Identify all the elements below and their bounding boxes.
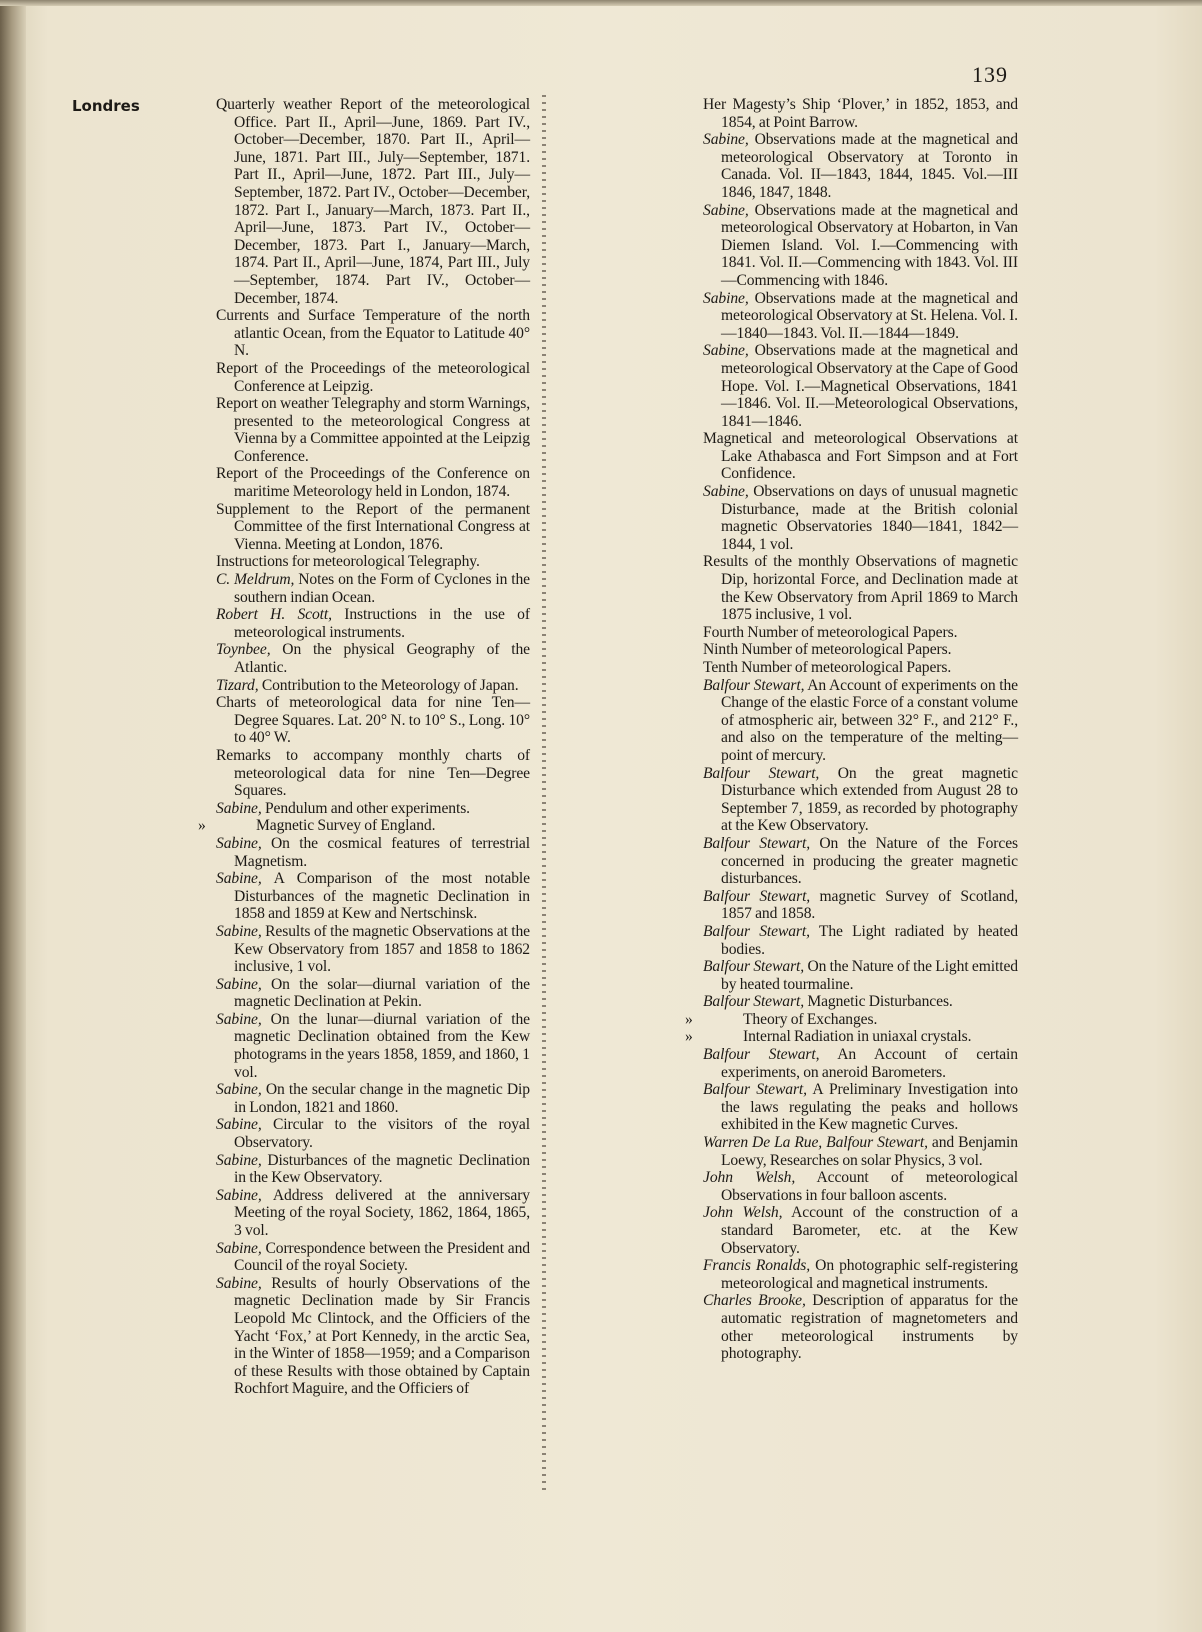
bibliography-entry — [216, 571, 530, 606]
entry-author: Francis Ronalds, — [703, 1257, 811, 1275]
entry-title: On the solar—diurnal variation of the magnetic Declination at Pekin. — [234, 975, 530, 1011]
ditto-mark: » — [685, 1010, 693, 1028]
bibliography-entry — [703, 1134, 1018, 1169]
entry-author: Warren De La Rue, Balfour Stewart, — [703, 1134, 928, 1152]
entry-author: Sabine, — [216, 1239, 262, 1257]
entry-title: Results of the monthly Observations of magnetic Dip, horizontal Force, and Declination made at the Kew Observatory from April 1869 to March 1875 inclusive, 1 vol. — [703, 553, 1018, 624]
entry-author: John Welsh, — [703, 1204, 783, 1222]
page-top-edge — [0, 0, 1202, 6]
entry-author: Sabine, — [216, 975, 262, 993]
bibliography-entry — [703, 1046, 1018, 1081]
entry-title: Pendulum and other experiments. — [264, 799, 470, 817]
entry-title: magnetic Survey of Scotland, 1857 and 1858. — [721, 887, 1018, 923]
entry-title: Results of hourly Observations of the magnetic Declination made by Sir Francis Leopold Mc Clintock, and the Officiers of the Yacht ‘Fox,’ at Port Kennedy, in the arctic Sea, in the Winter of 1858—1959; and a Comparison of these Results with those obtained by Captain Rochfort Maguire, and the Officiers of — [234, 1274, 530, 1398]
entry-title: Observations made at the magnetical and meteorological Observatory at the Cape of Good Hope. Vol. I.—Magnetical Observations, 1841—1846. Vol. II.—Meteorological Observations, 1841—1846. — [721, 342, 1018, 430]
bibliography-entry — [216, 677, 530, 695]
entry-author: Balfour Stewart, — [703, 993, 804, 1011]
bibliography-entry — [703, 765, 1018, 835]
bibliography-entry — [216, 307, 530, 360]
bibliography-entry — [703, 659, 1018, 677]
bibliography-entry — [216, 1152, 530, 1187]
entry-author: Sabine, — [216, 870, 262, 888]
entry-author: Sabine, — [216, 1010, 262, 1028]
bibliography-entry — [216, 976, 530, 1011]
entry-title: Contribution to the Meteorology of Japan. — [261, 676, 519, 694]
bibliography-entry — [703, 888, 1018, 923]
column-divider — [542, 92, 546, 1492]
entry-title: Notes on the Form of Cyclones in the southern indian Ocean. — [234, 571, 530, 606]
bibliography-entry — [216, 923, 530, 976]
entry-title: On photographic self-registering meteorological and magnetical instruments. — [721, 1257, 1018, 1292]
bibliography-entry — [216, 800, 530, 818]
right-column — [685, 96, 1018, 1363]
entry-title: Tenth Number of meteorological Papers. — [703, 659, 952, 676]
entry-title: The Light radiated by heated bodies. — [721, 922, 1018, 958]
entry-title: Observations made at the magnetical and meteorological Observatory at Toronto in Canada. Vol. II—1843, 1844, 1845. Vol.—III 1846, 1847, 1848. — [721, 131, 1018, 201]
bibliography-entry — [703, 483, 1018, 553]
bibliography-entry — [216, 553, 530, 571]
entry-title: Account of meteorological Observations in four balloon ascents. — [721, 1169, 1018, 1204]
bibliography-entry — [216, 870, 530, 923]
bibliography-entry — [703, 1081, 1018, 1134]
bibliography-entry — [216, 465, 530, 500]
entry-title: Instructions for meteorological Telegraphy. — [216, 553, 480, 571]
entry-title: Report on weather Telegraphy and storm Warnings, presented to the meteorological Congress at Vienna by a Committee appointed at the Leipzig Conference. — [216, 395, 530, 465]
entry-author: Sabine, — [216, 1116, 262, 1134]
entry-title: Address delivered at the anniversary Meeting of the royal Society, 1862, 1864, 1865, 3 vol. — [234, 1186, 530, 1239]
entry-author: C. Meldrum, — [216, 571, 295, 589]
entry-author: Sabine, — [216, 1274, 262, 1292]
entry-author: Sabine, — [703, 131, 749, 149]
bibliography-entry — [703, 290, 1018, 343]
entry-title: On the cosmical features of terrestrial Magnetism. — [234, 834, 530, 870]
entry-author: Balfour Stewart, — [703, 958, 805, 976]
bibliography-entry — [216, 1240, 530, 1275]
entry-author: Balfour Stewart, — [703, 676, 805, 694]
entry-title: Supplement to the Report of the permanent Committee of the first International Congress at Vienna. Meeting at London, 1876. — [216, 500, 530, 553]
bibliography-entry — [216, 1081, 530, 1116]
bibliography-entry — [685, 1010, 1018, 1029]
bibliography-entry — [216, 395, 530, 465]
entry-title: Magnetic Survey of England. — [256, 817, 436, 835]
bibliography-entry — [703, 1169, 1018, 1204]
entry-author: Sabine, — [703, 289, 749, 307]
bibliography-entry — [216, 694, 530, 747]
entry-title: Theory of Exchanges. — [743, 1010, 878, 1028]
entry-author: Sabine, — [216, 799, 262, 817]
entry-title: Charts of meteorological data for nine Ten—Degree Squares. Lat. 20° N. to 10° S., Long. 10° to 40° W. — [216, 694, 530, 747]
entry-title: On the secular change in the magnetic Dip in London, 1821 and 1860. — [234, 1081, 530, 1116]
entry-author: Toynbee, — [216, 641, 271, 659]
bibliography-entry — [216, 1275, 530, 1398]
entry-title: Internal Radiation in uniaxal crystals. — [743, 1028, 972, 1046]
entry-title: Account of the construction of a standard Barometer, etc. at the Kew Observatory. — [721, 1204, 1018, 1257]
entry-author: Sabine, — [703, 342, 749, 360]
entry-title: Report of the Proceedings of the meteorological Conference at Leipzig. — [216, 359, 530, 395]
bibliography-entry — [703, 96, 1018, 131]
entry-author: Balfour Stewart, — [703, 1081, 807, 1099]
entry-author: Sabine, — [703, 483, 749, 501]
bibliography-entry — [703, 131, 1018, 201]
entry-author: Sabine, — [216, 1186, 262, 1204]
entry-author: Balfour Stewart, — [703, 834, 811, 852]
binding-gutter — [0, 0, 26, 1632]
bibliography-entry — [216, 835, 530, 870]
entry-title: On the Nature of the Light emitted by heated tourmaline. — [721, 958, 1018, 993]
entry-author: Balfour Stewart, — [703, 887, 811, 905]
bibliography-entry — [216, 360, 530, 395]
bibliography-entry — [216, 501, 530, 554]
entry-author: Balfour Stewart, — [703, 922, 810, 940]
entry-author: Sabine, — [216, 1081, 262, 1099]
section-label: Londres — [72, 97, 140, 115]
bibliography-entry — [216, 1187, 530, 1240]
entry-title: Fourth Number of meteorological Papers. — [703, 623, 958, 641]
entry-author: Sabine, — [216, 922, 262, 940]
entry-title: Quarterly weather Report of the meteorological Office. Part II., April—June, 1869. Part IV., October—December, 1870. Part II., April—June, 1871. Part III., July—September, 1871. Part II., April—June, 1872. Part III., July—September, 1872. Part IV., October—December, 1872. Part I., January—March, 1873. Part II., April—June, 1873. Part IV., October—December, 1873. Part I., January—March, 1874. Part II., April—June, 1874, Part III., July—September, 1874. Part IV., October—December, 1874. — [216, 96, 530, 307]
bibliography-entry — [703, 835, 1018, 888]
left-column — [198, 96, 530, 1398]
entry-title: Remarks to accompany monthly charts of meteorological data for nine Ten—Degree Squares. — [216, 746, 530, 800]
entry-author: Sabine, — [216, 1151, 262, 1169]
entry-title: Magnetic Disturbances. — [807, 993, 953, 1011]
entry-title: Magnetical and meteorological Observations at Lake Athabasca and Fort Simpson and at Fort Confidence. — [703, 430, 1018, 483]
bibliography-entry — [703, 641, 1018, 659]
bibliography-entry — [703, 553, 1018, 623]
entry-author: Balfour Stewart, — [703, 764, 820, 782]
entry-author: Robert H. Scott, — [216, 606, 332, 624]
bibliography-entry — [703, 1257, 1018, 1292]
entry-title: An Account of experiments on the Change of the elastic Force of a constant volume of atmospheric air, between 32° F., and 212° F., and also on the temperature of the melting—point of mercury. — [721, 676, 1018, 764]
bibliography-entry — [216, 747, 530, 800]
bibliography-entry — [703, 1204, 1018, 1257]
bibliography-entry — [703, 993, 1018, 1011]
entry-title: On the lunar—diurnal variation of the magnetic Declination obtained from the Kew photograms in the years 1858, 1859, and 1860, 1 vol. — [234, 1010, 530, 1081]
bibliography-entry — [216, 1116, 530, 1151]
entry-author: Charles Brooke, — [703, 1292, 806, 1310]
bibliography-entry — [703, 342, 1018, 430]
entry-title: On the physical Geography of the Atlantic. — [234, 641, 530, 676]
entry-title: Results of the magnetic Observations at the Kew Observatory from 1857 and 1858 to 1862 inclusive, 1 vol. — [234, 922, 530, 976]
entry-title: Report of the Proceedings of the Conference on maritime Meteorology held in London, 1874. — [216, 465, 530, 501]
entry-title: On the great magnetic Disturbance which extended from August 28 to September 7, 1859, as recorded by photography at the Kew Observatory. — [721, 764, 1018, 835]
bibliography-entry — [703, 202, 1018, 290]
bibliography-entry — [703, 624, 1018, 642]
entry-title: and Benjamin Loewy, Researches on solar Physics, 3 vol. — [721, 1134, 1018, 1169]
entry-title: Disturbances of the magnetic Declination in the Kew Observatory. — [234, 1151, 530, 1187]
entry-title: Observations on days of unusual magnetic Disturbance, made at the British colonial magnetic Observatories 1840—1841, 1842—1844, 1 vol. — [721, 483, 1018, 553]
entry-author: Sabine, — [216, 834, 262, 852]
bibliography-entry — [703, 923, 1018, 958]
ditto-mark: » — [198, 817, 206, 835]
bibliography-entry — [685, 1028, 1018, 1046]
entry-title: A Comparison of the most notable Disturbances of the magnetic Declination in 1858 and 1859 at Kew and Nertschinsk. — [234, 870, 530, 923]
entry-title: Observations made at the magnetical and meteorological Observatory at St. Helena. Vol. I.—1840—1843. Vol. II.—1844—1849. — [721, 289, 1018, 342]
entry-author: Tizard, — [216, 676, 259, 694]
page-number: 139 — [972, 62, 1008, 87]
entry-title: Ninth Number of meteorological Papers. — [703, 641, 952, 659]
entry-author: John Welsh, — [703, 1169, 796, 1187]
ditto-mark: » — [685, 1028, 693, 1046]
bibliography-entry — [216, 606, 530, 641]
bibliography-entry — [216, 641, 530, 676]
entry-title: A Preliminary Investigation into the laws regulating the peaks and hollows exhibited in the Kew magnetic Curves. — [721, 1081, 1018, 1134]
bibliography-entry — [216, 1011, 530, 1081]
entry-author: Balfour Stewart, — [703, 1046, 820, 1064]
bibliography-entry — [703, 958, 1018, 993]
entry-title: An Account of certain experiments, on aneroid Barometers. — [721, 1046, 1018, 1081]
entry-title: Her Magesty’s Ship ‘Plover,’ in 1852, 1853, and 1854, at Point Barrow. — [703, 96, 1018, 131]
entry-title: Correspondence between the President and Council of the royal Society. — [234, 1239, 530, 1275]
bibliography-entry — [216, 96, 530, 307]
bibliography-entry — [198, 817, 530, 835]
bibliography-entry — [703, 430, 1018, 483]
entry-title: Currents and Surface Temperature of the north atlantic Ocean, from the Equator to Latitude 40° N. — [216, 307, 530, 360]
entry-title: Description of apparatus for the automatic registration of magnetometers and other meteorological instruments by photography. — [721, 1292, 1018, 1363]
entry-title: Instructions in the use of meteorological instruments. — [234, 606, 530, 641]
bibliography-entry — [703, 1292, 1018, 1362]
entry-title: Observations made at the magnetical and meteorological Observatory at Hobarton, in Van Diemen Island. Vol. I.—Commencing with 1841. Vol. II.—Commencing with 1843. Vol. III—Commencing with 1846. — [721, 201, 1018, 289]
entry-title: On the Nature of the Forces concerned in producing the greater magnetic disturbances. — [721, 834, 1018, 888]
bibliography-entry — [703, 677, 1018, 765]
entry-title: Circular to the visitors of the royal Observatory. — [234, 1116, 530, 1152]
entry-author: Sabine, — [703, 201, 749, 219]
